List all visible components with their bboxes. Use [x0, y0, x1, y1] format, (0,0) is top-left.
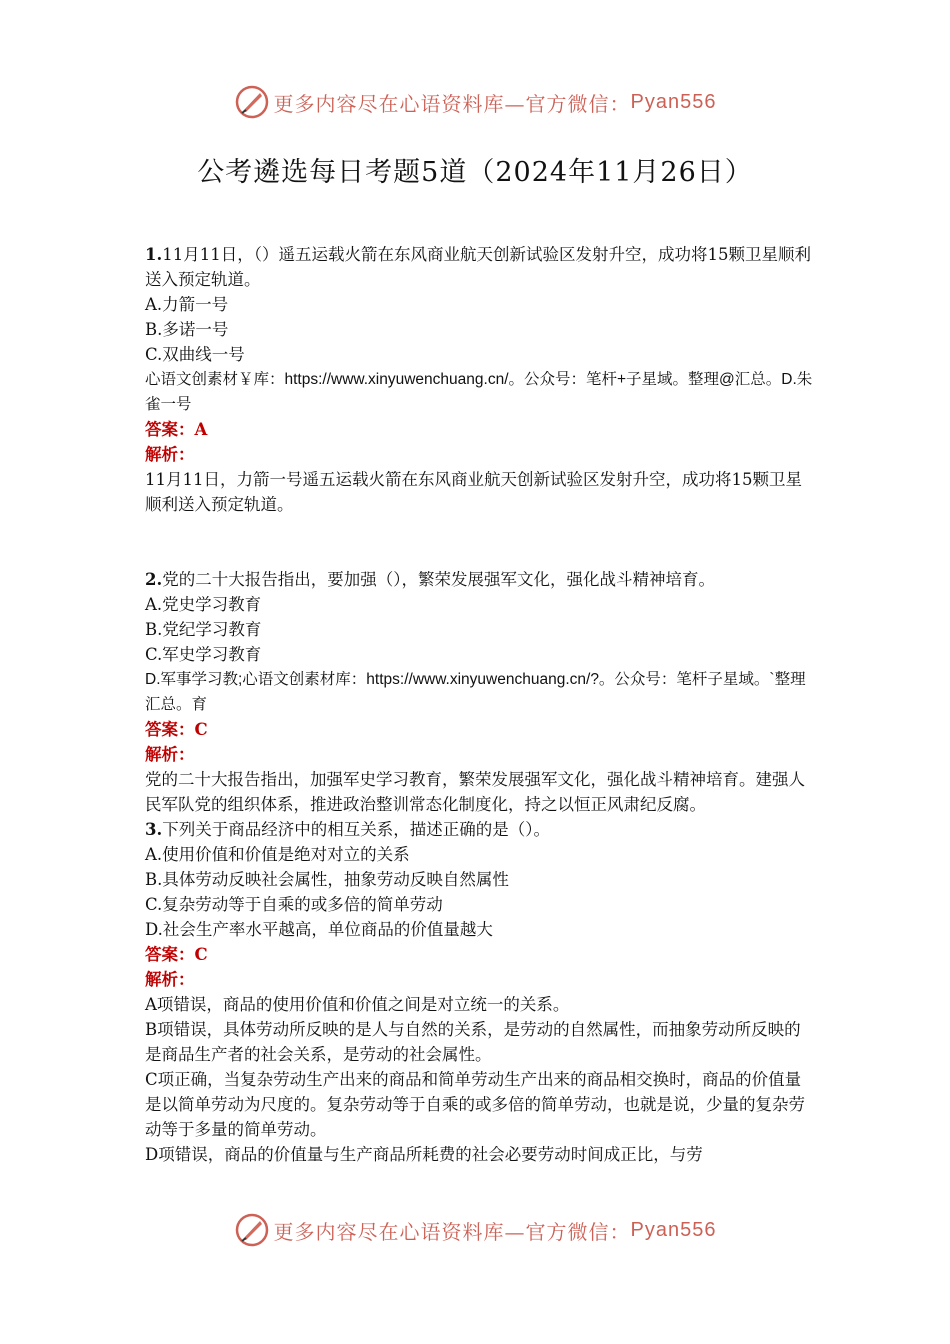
- question-1-stem: [145, 242, 815, 292]
- analysis-label: 解析：: [145, 445, 195, 464]
- option-a: A.党史学习教育: [145, 595, 262, 614]
- question-3-stem: [145, 817, 815, 842]
- question-text: 下列关于商品经济中的相互关系，描述正确的是（）。: [162, 820, 550, 839]
- option-b: B.多诺一号: [145, 320, 229, 339]
- banner-text: 更多内容尽在心语资料库—官方微信：: [273, 1219, 631, 1244]
- answer-label: 答案：A: [145, 420, 208, 439]
- quill-logo-icon: [234, 1212, 270, 1248]
- option-c: C.复杂劳动等于自乘的或多倍的简单劳动: [145, 895, 443, 914]
- banner-wechat-id: Pyan556: [630, 90, 717, 113]
- option-c: C.双曲线一号: [145, 345, 245, 364]
- analysis-item-c: C项正确，当复杂劳动生产出来的商品和简单劳动生产出来的商品相交换时，商品的价值量是以简单劳动为尺度的。复杂劳动等于自乘的或多倍的简单劳动，也就是说，少量的复杂劳动等于多量的简单劳动。: [145, 1070, 805, 1139]
- analysis-item-b: B项错误，具体劳动所反映的是人与自然的关系，是劳动的自然属性，而抽象劳动所反映的是商品生产者的社会关系，是劳动的社会属性。: [145, 1020, 801, 1064]
- analysis-item-d: D项错误，商品的价值量与生产商品所耗费的社会必要劳动时间成正比，与劳: [145, 1145, 703, 1164]
- analysis-label: 解析：: [145, 970, 195, 989]
- spacer: [145, 517, 815, 567]
- page-title: 公考遴选每日考题5道（2024年11月26日）: [197, 157, 753, 188]
- question-number: 3.: [145, 820, 163, 839]
- option-b: B.党纪学习教育: [145, 620, 262, 639]
- banner-text: 更多内容尽在心语资料库—官方微信：: [273, 91, 631, 116]
- option-b: B.具体劳动反映社会属性，抽象劳动反映自然属性: [145, 870, 509, 889]
- option-d-with-watermark: D.军事学习教;心语文创素材库：https://www.xinyuwenchuang.cn/?。公众号：笔杆子星域。`整理汇总。育: [145, 671, 806, 713]
- question-list: [145, 242, 815, 1167]
- header-watermark-banner: [0, 80, 950, 124]
- analysis-text: 党的二十大报告指出，加强军史学习教育，繁荣发展强军文化，强化战斗精神培育。建强人民军队党的组织体系，推进政治整训常态化制度化，持之以恒正风肃纪反腐。: [145, 770, 805, 814]
- banner-wechat-id: Pyan556: [630, 1218, 717, 1241]
- footer-watermark-banner: [0, 1208, 950, 1252]
- option-d-with-watermark: 心语文创素材￥库：https://www.xinyuwenchuang.cn/。公众号：笔杆+子星域。整理@汇总。D.朱雀一号: [145, 371, 813, 413]
- option-a: A.力箭一号: [145, 295, 229, 314]
- analysis-label: 解析：: [145, 745, 195, 764]
- answer-label: 答案：C: [145, 945, 208, 964]
- quill-logo-icon: [234, 84, 270, 120]
- question-number: 1.: [145, 245, 163, 264]
- option-d: D.社会生产率水平越高，单位商品的价值量越大: [145, 920, 493, 939]
- option-c: C.军史学习教育: [145, 645, 262, 664]
- analysis-item-a: A项错误，商品的使用价值和价值之间是对立统一的关系。: [145, 995, 570, 1014]
- question-number: 2.: [145, 570, 163, 589]
- question-text: 11月11日，（）遥五运载火箭在东风商业航天创新试验区发射升空，成功将15颗卫星顺利送入预定轨道。: [145, 245, 811, 289]
- analysis-text: 11月11日，力箭一号遥五运载火箭在东风商业航天创新试验区发射升空，成功将15颗卫星顺利送入预定轨道。: [145, 470, 802, 514]
- option-a: A.使用价值和价值是绝对对立的关系: [145, 845, 410, 864]
- question-text: 党的二十大报告指出，要加强（），繁荣发展强军文化，强化战斗精神培育。: [162, 570, 715, 589]
- answer-label: 答案：C: [145, 720, 208, 739]
- question-2-stem: [145, 567, 815, 592]
